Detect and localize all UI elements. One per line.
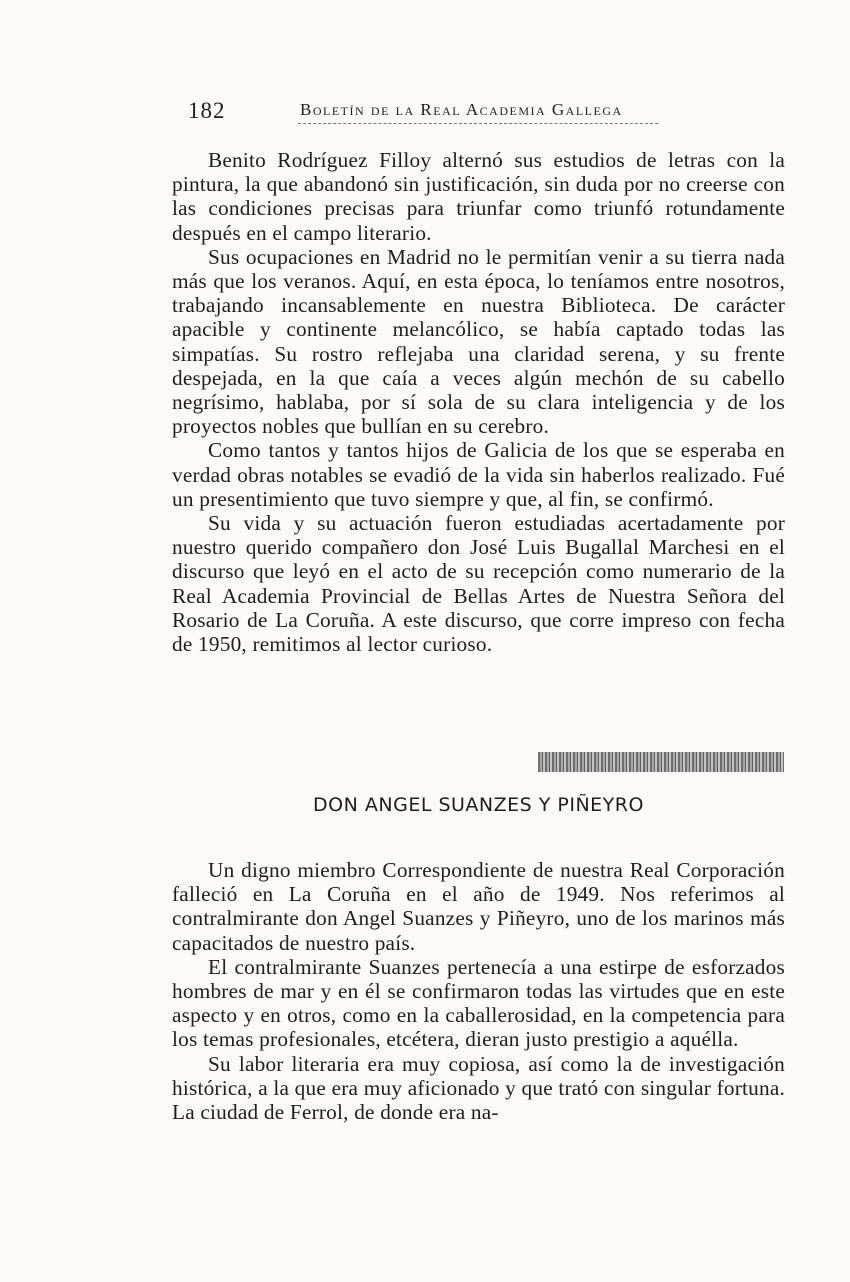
paragraph: Benito Rodríguez Filloy alternó sus estudios de letras con la pintura, la que abandonó sin justificación, sin duda por no creerse con las condiciones precisas para triunfar como triunfó rotundamente después en el campo literario. <box>172 148 785 245</box>
paragraph: Su labor literaria era muy copiosa, así como la de investigación histórica, a la que era muy aficionado y que trató con singular fortuna. La ciudad de Ferrol, de donde era na- <box>172 1051 785 1125</box>
section-title: DON ANGEL SUANZES Y PIÑEYRO <box>313 794 644 816</box>
page-number: 182 <box>188 98 226 123</box>
section-divider-ornament <box>538 752 784 772</box>
paragraph: Su vida y su actuación fueron estudiadas acertadamente por nuestro querido compañero don José Luis Bugallal Marchesi en el discurso que leyó en el acto de su recepción como numerario de la Real Academia Provincial de Bellas Artes de Nuestra Señora del Rosario de La Coruña. A este discurso, que corre impreso con fecha de 1950, remitimos al lector curioso. <box>172 511 785 657</box>
paragraph: Un digno miembro Correspondiente de nuestra Real Corporación falleció en La Coruña en el año de 1949. Nos referimos al contralmirante don Angel Suanzes y Piñeyro, uno de los marinos más capacitados de nuestro país. <box>172 858 785 955</box>
paragraph: Sus ocupaciones en Madrid no le permitían venir a su tierra nada más que los veranos. Aquí, en esta época, lo teníamos entre nosotros, trabajando incansablemente en nuestra Biblioteca. De carácter apacible y continente melancólico, se había captado todas las simpatías. Su rostro reflejaba una claridad serena, y su frente despejada, en la que caía a veces algún mechón de su cabello negrísimo, hablaba, por sí sola de su clara inteligencia y de los proyectos nobles que bullían en su cerebro. <box>172 244 785 439</box>
paragraph: El contralmirante Suanzes pertenecía a una estirpe de esforzados hombres de mar y en él se confirmaron todas las virtudes que en este aspecto y en otros, como en la caballerosidad, en la competencia para los temas profesionales, etcétera, dieran justo prestigio a aquélla. <box>172 954 785 1052</box>
article-benito-rodriguez-filloy <box>172 148 785 656</box>
article-angel-suanzes <box>172 858 785 1124</box>
page-header <box>178 96 778 126</box>
journal-title: Boletín de la Real Academia Gallega <box>300 100 623 119</box>
header-rule <box>298 123 658 124</box>
paragraph: Como tantos y tantos hijos de Galicia de los que se esperaba en verdad obras notables se evadió de la vida sin haberlos realizado. Fué un presentimiento que tuvo siempre y que, al fin, se confirmó. <box>172 438 785 511</box>
